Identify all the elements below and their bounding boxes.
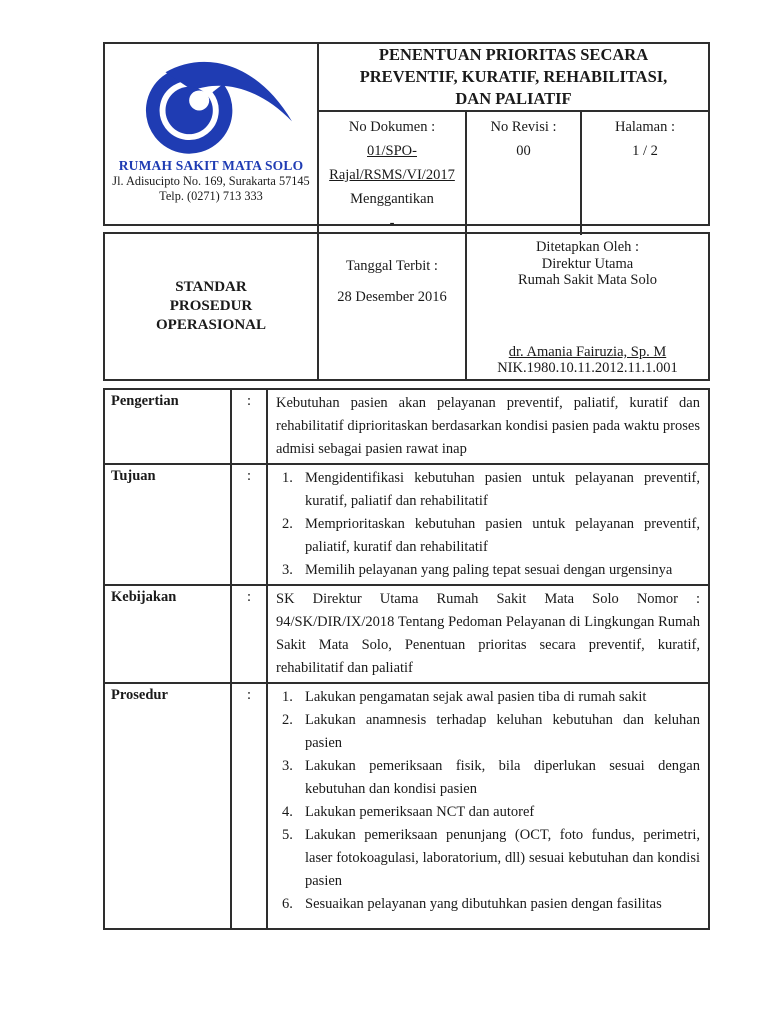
prosedur-item-1 [276,686,700,709]
no-revisi-cell [467,112,582,235]
eye-logo-icon [120,54,302,156]
hospital-name: RUMAH SAKIT MATA SOLO [118,158,304,173]
no-dokumen-value-2: Rajal/RSMS/VI/2017 [329,167,455,183]
row-kebijakan [105,586,708,684]
prosedur-item-6-number: 6. [282,896,293,912]
ditetapkan-cell [467,234,708,379]
tujuan-label: Tujuan [105,465,232,584]
logo-cell [105,44,319,235]
prosedur-item-5-number: 5. [282,827,293,843]
tujuan-item-3 [276,559,700,582]
no-dokumen-cell [319,112,467,235]
pengertian-label: Pengertian [105,390,232,463]
pengertian-text: Kebutuhan pasien akan pelayanan preventif, paliatif, kuratif dan rehabilitatif diprioritaskan berdasarkan kondisi pasien pada waktu proses admisi sebagai pasien rawat inap [276,395,700,457]
ditetapkan-line-2: Direktur Utama [541,255,634,272]
tujuan-colon: : [232,465,268,584]
signature-nik: NIK.1980.10.11.2012.11.1.001 [497,360,678,376]
header-right [319,44,708,235]
prosedur-item-5-text: Lakukan pemeriksaan penunjang (OCT, foto fundus, perimetri, laser fotokoagulasi, laboratorium, dll) sesuai kebutuhan dan kondisi pasien [305,827,700,889]
tujuan-list [268,465,708,584]
no-revisi-value: 00 [516,143,531,159]
spo-title-line-3: OPERASIONAL [155,317,267,333]
tujuan-item-3-text: Memilih pelayanan yang paling tepat sesuai dengan urgensinya [305,562,673,578]
tujuan-item-2 [276,513,700,559]
ditetapkan-line-3: Rumah Sakit Mata Solo [518,272,657,288]
sop-document [103,42,710,930]
title-line-3: DAN PALIATIF [455,89,572,108]
spo-title-cell [105,234,319,379]
prosedur-colon: : [232,684,268,928]
tanggal-terbit-cell [319,234,467,379]
no-dokumen-value-1: 01/SPO- [367,143,417,159]
halaman-cell [582,112,708,235]
row-tujuan [105,465,708,586]
no-dokumen-label: No Dokumen : [348,119,436,135]
tujuan-item-3-number: 3. [282,562,293,578]
prosedur-item-3 [276,755,700,801]
row-prosedur [105,684,708,928]
tujuan-item-2-number: 2. [282,516,293,532]
ditetapkan-label: Ditetapkan Oleh : [535,239,640,255]
prosedur-item-3-text: Lakukan pemeriksaan fisik, bila diperlukan sesuai dengan kebutuhan dan kondisi pasien [305,758,700,797]
prosedur-item-3-number: 3. [282,758,293,774]
prosedur-item-2-number: 2. [282,712,293,728]
prosedur-item-4-text: Lakukan pemeriksaan NCT dan autoref [305,804,535,820]
tujuan-item-1 [276,467,700,513]
halaman-value: 1 / 2 [632,143,658,159]
sections-table [103,388,710,930]
kebijakan-label: Kebijakan [105,586,232,682]
sop-block-table [103,232,710,381]
hospital-phone: Telp. (0271) 713 333 [159,188,263,203]
hospital-address: Jl. Adisucipto No. 169, Surakarta 57145 [112,174,310,188]
tanggal-terbit-value: 28 Desember 2016 [337,289,447,305]
prosedur-item-2 [276,709,700,755]
header-table [103,42,710,231]
halaman-label: Halaman : [615,119,675,135]
tanggal-terbit-label: Tanggal Terbit : [346,258,438,274]
title-line-2: PREVENTIF, KURATIF, REHABILITASI, [359,67,668,86]
prosedur-list [268,684,708,928]
menggantikan-value: - [389,215,395,231]
no-revisi-label: No Revisi : [490,119,557,135]
title-line-1: PENENTUAN PRIORITAS SECARA [378,45,649,64]
pengertian-colon: : [232,390,268,463]
document-title [319,44,708,112]
kebijakan-colon: : [232,586,268,682]
prosedur-item-5 [276,824,700,893]
header-sub-row [319,112,708,235]
tujuan-item-1-text: Mengidentifikasi kebutuhan pasien untuk pelayanan preventif, kuratif, paliatif dan rehabilitatif [305,470,700,509]
prosedur-item-4 [276,801,700,824]
prosedur-item-1-text: Lakukan pengamatan sejak awal pasien tiba di rumah sakit [305,689,647,705]
signature-name: dr. Amania Fairuzia, Sp. M [508,344,667,360]
prosedur-item-6-text: Sesuaikan pelayanan yang dibutuhkan pasien dengan fasilitas [305,896,662,912]
prosedur-item-4-number: 4. [282,804,293,820]
prosedur-label: Prosedur [105,684,232,928]
prosedur-item-2-text: Lakukan anamnesis terhadap keluhan kebutuhan dan keluhan pasien [305,712,700,751]
prosedur-item-1-number: 1. [282,689,293,705]
menggantikan-label: Menggantikan [350,191,434,207]
kebijakan-text: SK Direktur Utama Rumah Sakit Mata Solo Nomor : 94/SK/DIR/IX/2018 Tentang Pedoman Pelayanan di Lingkungan Rumah Sakit Mata Solo, Penentuan prioritas secara preventif, kuratif, rehabilitatif dan paliatif [276,591,700,676]
spo-title-line-1: STANDAR [175,279,247,295]
row-pengertian [105,390,708,465]
signature-block [471,344,704,376]
tujuan-item-1-number: 1. [282,470,293,486]
tujuan-item-2-text: Memprioritaskan kebutuhan pasien untuk pelayanan preventif, paliatif, kuratif dan rehabilitatif [305,516,700,555]
prosedur-item-6 [276,893,700,916]
ditetapkan-header [471,239,704,289]
spo-title-line-2: PROSEDUR [169,298,253,314]
